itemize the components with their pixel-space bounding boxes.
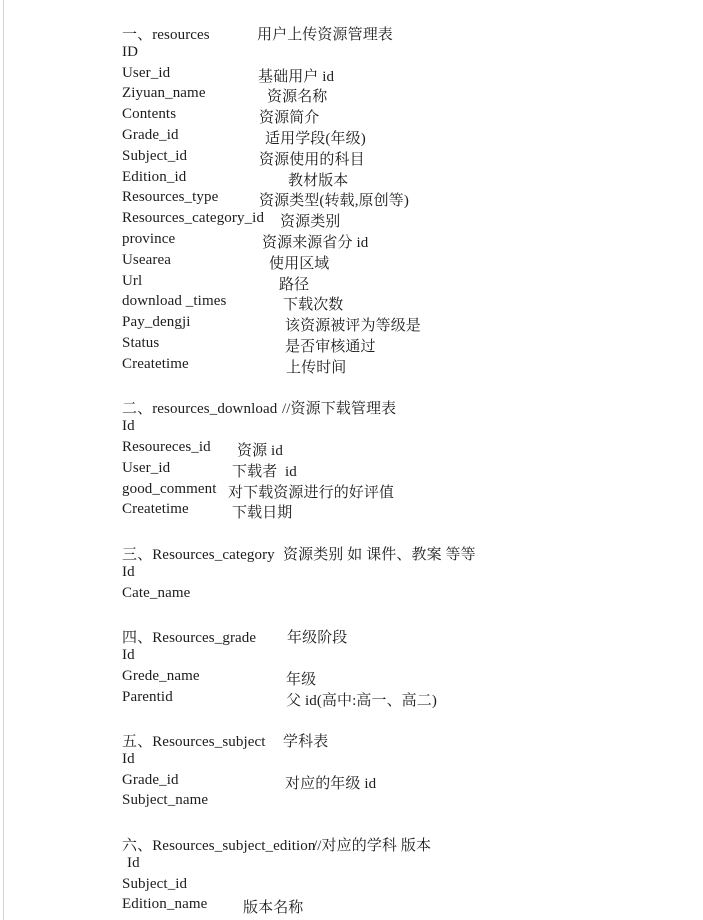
section-desc: 用户上传资源管理表 (257, 27, 393, 43)
section-heading-row (0, 395, 703, 416)
field-name: Usearea (122, 251, 171, 268)
field-row (0, 645, 703, 666)
field-row (0, 104, 703, 125)
field-row (0, 437, 703, 458)
field-row (0, 749, 703, 770)
document-body (0, 21, 703, 915)
blank-line (0, 707, 703, 728)
field-desc: 下载者 id (232, 463, 297, 480)
field-row (0, 562, 703, 583)
field-row (0, 271, 703, 292)
field-name: Contents (122, 106, 177, 123)
field-row (0, 208, 703, 229)
field-name: good_comment (122, 480, 217, 497)
field-row (0, 42, 703, 63)
section-desc: 年级阶段 (287, 630, 348, 647)
field-desc: 对应的年级 id (285, 775, 377, 792)
field-desc: 资源使用的科目 (259, 151, 365, 168)
field-desc: 资源名称 (267, 89, 328, 106)
field-desc: 资源 id (237, 442, 283, 459)
field-row (0, 291, 703, 312)
field-row (0, 83, 703, 104)
field-desc: 使用区域 (269, 255, 330, 272)
field-desc: 资源类型(转载,原创等) (259, 193, 409, 210)
field-name: Resources_category_id (122, 210, 265, 227)
field-name: Parentid (122, 688, 173, 705)
blank-line (0, 375, 703, 396)
field-name: Subject_id (122, 875, 188, 892)
field-desc: 下载日期 (232, 505, 293, 522)
field-name: Resources_type (122, 189, 219, 206)
field-name: User_id (122, 64, 171, 81)
field-name: Ziyuan_name (122, 85, 206, 102)
section-heading-row (0, 728, 703, 749)
field-row (0, 229, 703, 250)
field-name: Id (122, 418, 135, 435)
blank-line (0, 811, 703, 832)
section-title: 三、Resources_category (122, 546, 275, 563)
blank-line (0, 603, 703, 624)
field-row (0, 853, 703, 874)
field-name: User_id (122, 459, 171, 476)
field-name: province (122, 230, 176, 247)
section-title: 一、resources (122, 27, 210, 43)
field-row (0, 125, 703, 146)
field-desc: 适用学段(年级) (265, 130, 366, 147)
field-desc: 年级 (286, 671, 317, 688)
field-name: Subject_name (122, 792, 209, 809)
field-name: Grade_id (122, 771, 179, 788)
section-heading-row (0, 541, 703, 562)
field-name: Id (122, 563, 135, 580)
field-name: ID (122, 43, 139, 60)
field-desc: 资源来源省分 id (262, 234, 369, 251)
field-name: Grade_id (122, 126, 179, 143)
field-row (0, 666, 703, 687)
section-title: 二、resources_download (122, 401, 278, 418)
field-row (0, 458, 703, 479)
field-desc: 对下载资源进行的好评值 (228, 484, 395, 501)
field-desc: 路径 (279, 276, 310, 293)
section (0, 541, 703, 603)
field-row (0, 416, 703, 437)
field-desc: 资源类别 (280, 214, 341, 231)
section-heading-row (0, 624, 703, 645)
field-row (0, 499, 703, 520)
field-desc: 基础用户 id (258, 68, 335, 85)
section (0, 395, 703, 520)
field-desc: 资源简介 (259, 110, 320, 127)
field-name: Subject_id (122, 147, 188, 164)
section-title: 五、Resources_subject (122, 734, 266, 751)
field-name: Edition_id (122, 168, 187, 185)
field-row (0, 874, 703, 895)
field-name: Edition_name (122, 896, 208, 913)
field-name: Id (122, 750, 135, 767)
section-desc: //资源下载管理表 (282, 401, 397, 418)
field-name: Createtime (122, 501, 189, 518)
section-title: 六、Resources_subject_edition (122, 838, 316, 855)
field-name: Pay_dengji (122, 314, 191, 331)
field-row (0, 167, 703, 188)
field-row (0, 583, 703, 604)
section-desc: 学科表 (283, 734, 329, 751)
field-row (0, 63, 703, 84)
field-name: download _times (122, 293, 227, 310)
field-desc: 上传时间 (286, 359, 347, 376)
field-row (0, 687, 703, 708)
field-row (0, 312, 703, 333)
section (0, 832, 703, 915)
field-row (0, 187, 703, 208)
field-desc: 是否审核通过 (285, 338, 376, 355)
section-desc: 资源类别 如 课件、教案 等等 (283, 546, 476, 563)
field-row (0, 354, 703, 375)
section-heading-row (0, 832, 703, 853)
field-name: Status (122, 334, 160, 351)
section (0, 624, 703, 707)
field-name: Id (122, 646, 135, 663)
field-name: Cate_name (122, 584, 191, 601)
field-row (0, 770, 703, 791)
field-row (0, 894, 703, 915)
field-row (0, 479, 703, 500)
field-name: Url (122, 272, 143, 289)
field-name: Resoureces_id (122, 438, 211, 455)
section-heading-row (0, 21, 703, 42)
field-name: Grede_name (122, 667, 200, 684)
field-row (0, 250, 703, 271)
section (0, 21, 703, 375)
section-desc: //对应的学科 版本 (313, 838, 432, 855)
field-row (0, 333, 703, 354)
field-desc: 版本名称 (243, 900, 304, 917)
field-row (0, 790, 703, 811)
field-row (0, 146, 703, 167)
section-title: 四、Resources_grade (122, 630, 257, 647)
field-name: Createtime (122, 355, 189, 372)
blank-line (0, 520, 703, 541)
field-name: Id (127, 854, 140, 871)
section (0, 728, 703, 811)
field-desc: 教材版本 (288, 172, 349, 189)
field-desc: 父 id(高中:高一、高二) (286, 692, 437, 709)
field-desc: 下载次数 (283, 297, 344, 314)
field-desc: 该资源被评为等级是 (285, 318, 421, 335)
